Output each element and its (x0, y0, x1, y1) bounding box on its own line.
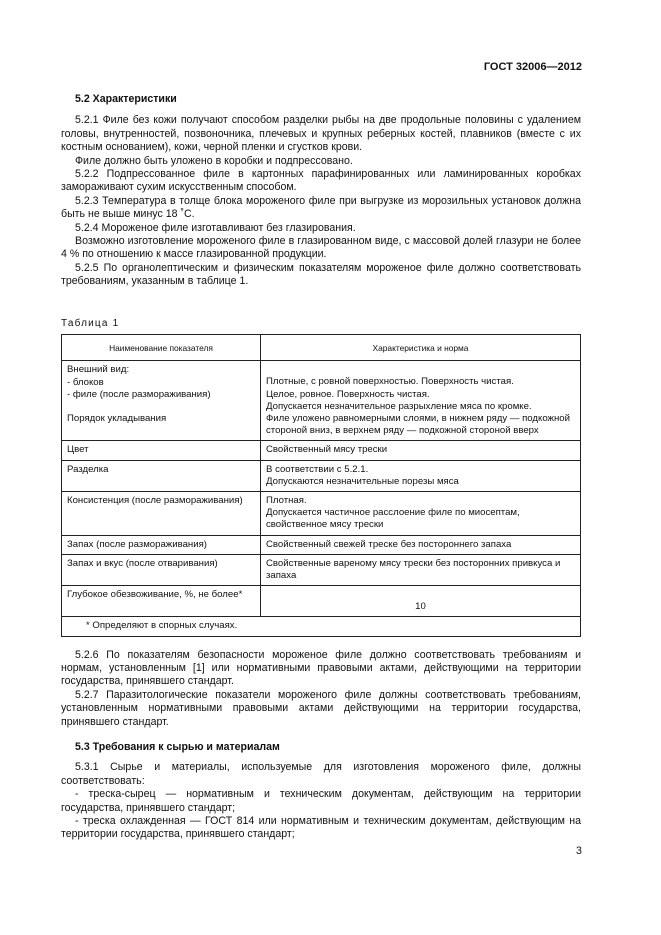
paragraph-5-2-4: 5.2.4 Мороженое филе изготавливают без глазирования. (75, 221, 356, 234)
paragraph-5-2-3: 5.2.3 Температура в толще блока мороженого филе при выгрузке из морозильных установок должна быть не выше минус 18 ˚С. (61, 194, 581, 221)
cell-smell-taste-value: Свойственные вареному мясу трески без посторонних привкуса и запаха (261, 554, 581, 585)
cell-color-name: Цвет (62, 441, 261, 460)
paragraph-5-2-7: 5.2.7 Паразитологические показатели мороженого филе должны соответствовать требованиям, установленным нормативными правовыми актами действующими на территории государства, принявшего стандарт. (61, 688, 581, 728)
page-number: 3 (576, 845, 582, 857)
table-row (62, 535, 581, 554)
section-heading-5-2: 5.2 Характеристики (75, 93, 177, 105)
table-footnote: * Определяют в спорных случаях. (62, 617, 581, 636)
table-row (62, 361, 581, 441)
cell-cutting-name: Разделка (62, 460, 261, 491)
table-row (62, 460, 581, 491)
paragraph-fillet-packing: Филе должно быть уложено в коробки и подпрессовано. (75, 154, 353, 167)
cell-smell-value: Свойственный свежей треске без постороннего запаха (261, 535, 581, 554)
table-row (62, 586, 581, 617)
paragraph-5-3-1: 5.3.1 Сырье и материалы, используемые для изготовления мороженого филе, должны соответствовать: (61, 761, 581, 787)
cell-cutting-value: В соответствии с 5.2.1. Допускаются незначительные порезы мяса (261, 460, 581, 491)
document-body (61, 93, 581, 842)
paragraph-5-2-2: 5.2.2 Подпрессованное филе в картонных парафинированных или ламинированных коробках замораживают сухим искусственным способом. (61, 168, 581, 194)
table-row (62, 491, 581, 535)
cell-smell-name: Запах (после размораживания) (62, 535, 261, 554)
table-caption: Таблица 1 (61, 317, 120, 329)
cell-dehydration-value: 10 (261, 586, 581, 617)
paragraph-chilled-cod: - треска охлажденная — ГОСТ 814 или нормативным и техническим документам, действующим на территории государства, принявшего стандарт; (61, 815, 581, 841)
cell-consistency-name: Консистенция (после размораживания) (62, 491, 261, 535)
paragraph-raw-cod: - треска-сырец — нормативным и техническим документам, действующим на территории государства, принявшего стандарт; (61, 788, 581, 814)
table-row (62, 441, 581, 460)
standard-number: ГОСТ 32006—2012 (483, 61, 582, 73)
cell-consistency-value: Плотная. Допускается частичное расслоение филе по миосептам, свойственное мясу трески (261, 491, 581, 535)
paragraph-5-2-6: 5.2.6 По показателям безопасности мороженое филе должно соответствовать требованиям и нормам, установленным [1] или нормативными правовыми актами, действующими на территории государства, принявшего стандарт. (61, 648, 581, 688)
paragraph-5-2-1: 5.2.1 Филе без кожи получают способом разделки рыбы на две продольные половины с удалением головы, внутренностей, позвоночника, плечевых и крупных реберных костей, плавников (вместе с их костным основанием), кожи, черной пленки и сгустков крови. (61, 114, 581, 154)
header-indicator: Наименование показателя (62, 335, 261, 361)
cell-dehydration-name: Глубокое обезвоживание, %, не более* (62, 586, 261, 617)
table-header-row (62, 335, 581, 361)
paragraph-5-2-5: 5.2.5 По органолептическим и физическим показателям мороженое филе должно соответствовать требованиям, указанным в таблице 1. (61, 261, 581, 288)
cell-appearance-value: Плотные, с ровной поверхностью. Поверхность чистая. Целое, ровное. Поверхность чистая. Допускается незначительное разрыхление мяса по кромке. Филе уложено равномерными слоями, в нижнем ряду — подкожной стороной вниз, в верхнем ряду — подкожной стороной вверх (261, 361, 581, 441)
table-footnote-row (62, 617, 581, 636)
cell-color-value: Свойственный мясу трески (261, 441, 581, 460)
section-heading-5-3: 5.3 Требования к сырью и материалам (75, 740, 280, 753)
header-characteristic: Характеристика и норма (261, 335, 581, 361)
paragraph-glazing: Возможно изготовление мороженого филе в глазированном виде, с массовой долей глазури не более 4 % по отношению к массе глазированной продукции. (61, 235, 581, 261)
cell-appearance-name: Внешний вид: - блоков - филе (после размораживания) Порядок укладывания (62, 361, 261, 441)
table-1 (61, 334, 581, 636)
cell-smell-taste-name: Запах и вкус (после отваривания) (62, 554, 261, 585)
table-row (62, 554, 581, 585)
